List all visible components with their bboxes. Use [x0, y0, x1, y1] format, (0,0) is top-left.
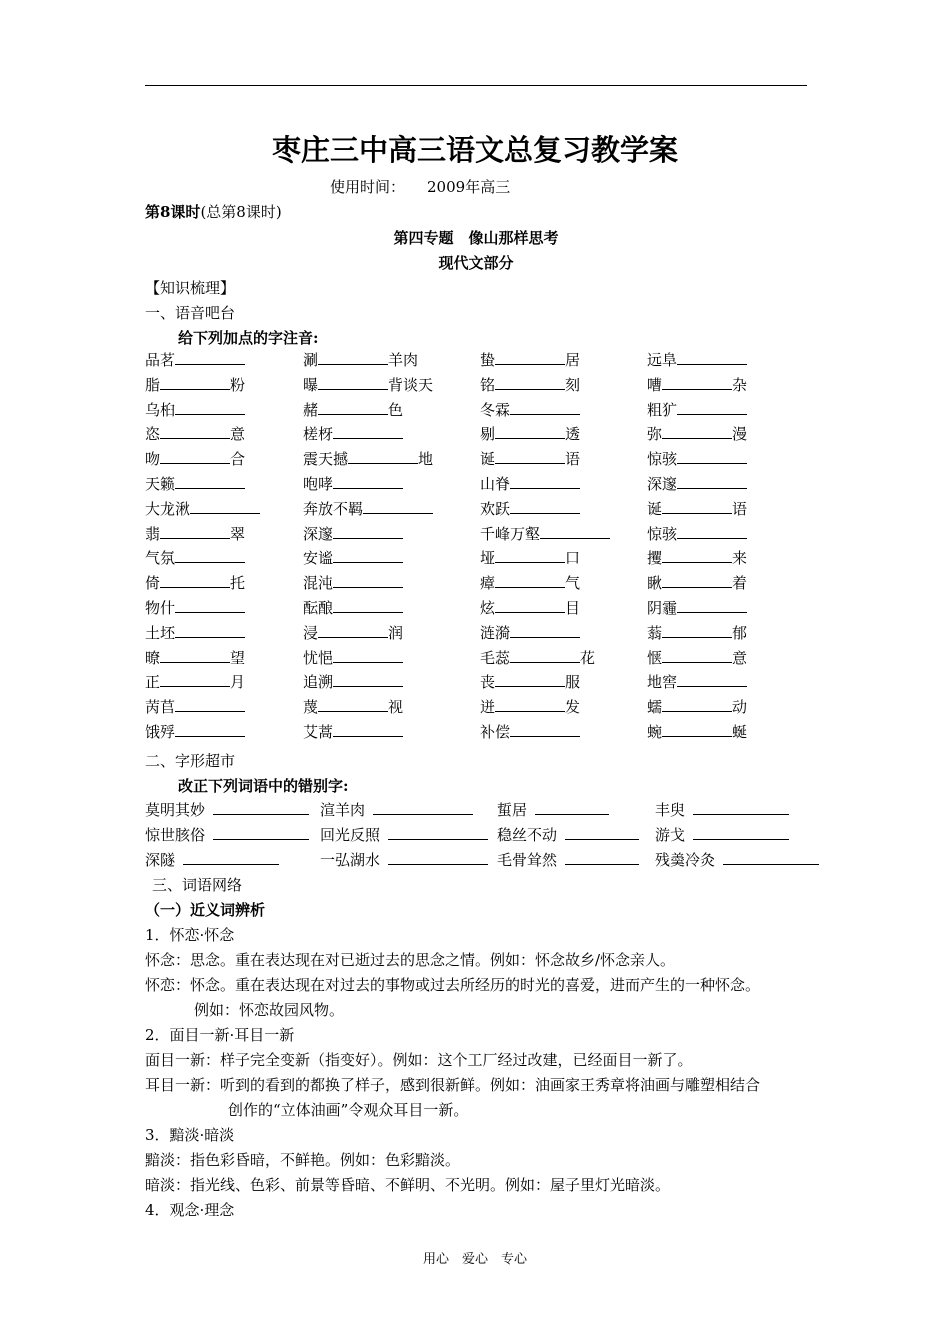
header-rule — [145, 85, 807, 86]
typo-word: 蜇居 — [497, 801, 528, 819]
pinyin-word: 千峰万壑 — [480, 524, 541, 543]
pinyin-item — [145, 498, 260, 520]
answer-blank[interactable] — [662, 423, 732, 439]
pinyin-word-suffix: 视 — [388, 698, 404, 717]
answer-blank[interactable] — [333, 671, 403, 687]
pinyin-word: 土坯 — [145, 623, 176, 642]
pinyin-word: 阴霾 — [647, 599, 678, 617]
answer-blank[interactable] — [510, 498, 580, 514]
pinyin-word-suffix: 着 — [732, 574, 748, 593]
synonym-subheading: （一）近义词辨析 — [145, 901, 266, 919]
pinyin-word: 咆哮 — [303, 475, 334, 493]
pinyin-word-suffix: 服 — [565, 673, 581, 692]
pinyin-item — [303, 597, 403, 619]
pinyin-word: 毛蕊 — [480, 648, 511, 667]
pinyin-word: 炫 — [480, 599, 496, 617]
answer-blank[interactable] — [662, 572, 732, 588]
answer-blank[interactable] — [175, 399, 245, 415]
pinyin-word: 远阜 — [647, 351, 678, 369]
pinyin-item — [647, 473, 747, 495]
answer-blank[interactable] — [183, 849, 279, 865]
pinyin-word-suffix: 居 — [565, 351, 581, 369]
answer-blank[interactable] — [333, 473, 403, 489]
pinyin-word: 安谧 — [303, 549, 334, 568]
answer-blank[interactable] — [175, 349, 245, 365]
answer-blank[interactable] — [318, 399, 388, 415]
typo-item — [320, 824, 488, 846]
pinyin-word-suffix: 意 — [732, 648, 748, 667]
typo-item — [320, 849, 488, 871]
answer-blank[interactable] — [693, 799, 789, 815]
pinyin-word: 嘈 — [647, 375, 663, 394]
pinyin-word-suffix: 地 — [418, 450, 434, 469]
answer-blank[interactable] — [662, 721, 732, 737]
pinyin-item — [480, 399, 580, 421]
answer-blank[interactable] — [662, 374, 732, 390]
pinyin-item — [480, 696, 580, 718]
typo-item — [497, 849, 639, 871]
answer-blank[interactable] — [677, 349, 747, 365]
pinyin-word: 槎枒 — [303, 425, 334, 444]
answer-blank[interactable] — [388, 849, 488, 865]
pinyin-item — [480, 597, 580, 619]
pinyin-item — [303, 647, 403, 669]
answer-blank[interactable] — [160, 671, 230, 687]
pinyin-word: 奔放不羁 — [303, 499, 364, 518]
pinyin-word-suffix: 意 — [230, 425, 246, 444]
pinyin-word: 惊骇 — [647, 450, 678, 469]
pinyin-word: 迸 — [480, 698, 496, 717]
pinyin-word: 气氛 — [145, 549, 176, 568]
pinyin-word-suffix: 来 — [732, 549, 748, 568]
answer-blank[interactable] — [495, 349, 565, 365]
definition-line: 怀念：思念。重在表达现在对已逝过去的思念之情。例如：怀念故乡/怀念亲人。 — [145, 951, 676, 969]
typo-word: 回光反照 — [320, 826, 381, 844]
answer-blank[interactable] — [662, 498, 732, 514]
pinyin-item — [480, 671, 580, 693]
phonetics-instruction: 给下列加点的字注音: — [178, 329, 319, 347]
answer-blank[interactable] — [510, 473, 580, 489]
answer-blank[interactable] — [213, 799, 309, 815]
topic-heading: 第四专题 像山那样思考 — [393, 229, 559, 247]
pinyin-item — [480, 423, 580, 445]
typo-item — [145, 849, 279, 871]
pinyin-word: 曝 — [303, 375, 319, 394]
typo-item — [655, 799, 789, 821]
definition-line: 面目一新：样子完全变新（指变好）。例如：这个工厂经过改建，已经面目一新了。 — [145, 1051, 693, 1069]
lesson-number: 第8课时 — [145, 203, 201, 221]
pinyin-word: 蜿 — [647, 723, 663, 741]
document-title: 枣庄三中高三语文总复习教学案 — [271, 133, 678, 167]
use-time — [330, 176, 510, 197]
knowledge-heading: 【知识梳理】 — [145, 279, 236, 297]
pinyin-word: 酝酿 — [303, 599, 334, 617]
use-time-value: 2009年高三 — [427, 178, 511, 196]
pinyin-word-suffix: 蜒 — [732, 723, 748, 741]
typo-item — [145, 799, 309, 821]
answer-blank[interactable] — [677, 473, 747, 489]
pinyin-word: 艾蒿 — [303, 723, 334, 741]
answer-blank[interactable] — [318, 696, 388, 712]
pinyin-item — [647, 523, 747, 545]
pinyin-item — [303, 572, 403, 594]
typo-item — [497, 799, 609, 821]
pinyin-item — [647, 374, 747, 396]
answer-blank[interactable] — [160, 647, 230, 663]
pinyin-word-suffix: 润 — [388, 623, 404, 642]
pinyin-word: 惬 — [647, 648, 663, 667]
pinyin-word-suffix: 发 — [565, 698, 581, 717]
pinyin-item — [647, 696, 747, 718]
answer-blank[interactable] — [495, 448, 565, 464]
answer-blank[interactable] — [677, 671, 747, 687]
answer-blank[interactable] — [662, 547, 732, 563]
lesson-total: (总第8课时) — [200, 203, 282, 221]
synonym-item-heading: 1．怀恋·怀念 — [145, 926, 235, 944]
pinyin-word-suffix: 托 — [230, 574, 246, 593]
pinyin-item — [480, 498, 580, 520]
section-spelling: 二、字形超市 — [145, 752, 236, 770]
pinyin-word: 粗犷 — [647, 400, 678, 419]
pinyin-item — [303, 622, 403, 644]
pinyin-word-suffix: 色 — [388, 400, 404, 419]
section-vocabulary: 三、词语网络 — [152, 876, 243, 894]
pinyin-word: 山脊 — [480, 475, 511, 493]
pinyin-item — [480, 647, 595, 669]
answer-blank[interactable] — [333, 523, 403, 539]
pinyin-item — [647, 448, 747, 470]
pinyin-word: 欢跃 — [480, 499, 511, 518]
definition-line: 耳目一新：听到的看到的都换了样子，感到很新鲜。例如：油画家王秀章将油画与雕塑相结合 — [145, 1076, 761, 1094]
pinyin-word: 倚 — [145, 574, 161, 593]
answer-blank[interactable] — [160, 448, 230, 464]
pinyin-item — [145, 423, 245, 445]
answer-blank[interactable] — [495, 423, 565, 439]
typo-word: 莫明其妙 — [145, 801, 206, 819]
pinyin-word-suffix: 刻 — [565, 375, 581, 394]
synonym-item-heading: 2．面目一新·耳目一新 — [145, 1026, 295, 1044]
answer-blank[interactable] — [540, 523, 610, 539]
pinyin-item — [303, 498, 433, 520]
pinyin-item — [145, 721, 245, 743]
answer-blank[interactable] — [723, 849, 819, 865]
pinyin-word: 涮 — [303, 351, 319, 369]
pinyin-word: 吻 — [145, 450, 161, 469]
pinyin-word: 翡 — [145, 524, 161, 543]
pinyin-item — [145, 349, 245, 371]
pinyin-item — [647, 671, 747, 693]
pinyin-item — [145, 399, 245, 421]
pinyin-word: 丧 — [480, 673, 496, 692]
use-time-label: 使用时间： — [330, 178, 406, 196]
answer-blank[interactable] — [175, 547, 245, 563]
definition-line: 怀恋：怀念。重在表达现在对过去的事物或过去所经历的时光的喜爱，进而产生的一种怀念。 — [145, 976, 761, 994]
pinyin-word: 追溯 — [303, 673, 334, 692]
pinyin-item — [647, 498, 747, 520]
pinyin-item — [303, 448, 433, 470]
pinyin-word-suffix: 动 — [732, 698, 748, 717]
pinyin-item — [303, 374, 433, 396]
spelling-instruction: 改正下列词语中的错别字: — [178, 777, 349, 795]
pinyin-word-suffix: 漫 — [732, 425, 748, 444]
pinyin-word: 赭 — [303, 400, 319, 419]
answer-blank[interactable] — [175, 696, 245, 712]
pinyin-item — [145, 448, 245, 470]
pinyin-item — [480, 547, 580, 569]
answer-blank[interactable] — [333, 597, 403, 613]
pinyin-item — [303, 696, 403, 718]
pinyin-item — [145, 597, 245, 619]
synonym-item-heading: 4．观念·理念 — [145, 1201, 235, 1219]
pinyin-item — [145, 696, 245, 718]
pinyin-word: 混沌 — [303, 574, 334, 593]
pinyin-word: 深邃 — [303, 524, 334, 543]
pinyin-item — [303, 473, 403, 495]
pinyin-item — [145, 572, 245, 594]
pinyin-word-suffix: 望 — [230, 648, 246, 667]
pinyin-word: 饿殍 — [145, 723, 176, 741]
pinyin-word-suffix: 气 — [565, 574, 581, 593]
pinyin-word-suffix: 羊肉 — [388, 351, 419, 369]
typo-item — [655, 824, 789, 846]
answer-blank[interactable] — [363, 498, 433, 514]
pinyin-item — [145, 523, 245, 545]
pinyin-word: 暸 — [145, 648, 161, 667]
definition-line: 例如：怀恋故园风物。 — [194, 1001, 345, 1019]
typo-item — [320, 799, 473, 821]
pinyin-word-suffix: 翠 — [230, 524, 246, 543]
pinyin-word: 忧悒 — [303, 648, 334, 667]
answer-blank[interactable] — [160, 523, 230, 539]
pinyin-word-suffix: 杂 — [732, 375, 748, 394]
pinyin-item — [145, 547, 245, 569]
pinyin-item — [303, 721, 403, 743]
pinyin-word: 震天撼 — [303, 450, 349, 469]
pinyin-word-suffix: 月 — [230, 673, 246, 692]
pinyin-item — [480, 622, 580, 644]
answer-blank[interactable] — [175, 473, 245, 489]
answer-blank[interactable] — [662, 622, 732, 638]
pinyin-item — [647, 349, 747, 371]
synonym-item-heading: 3．黯淡·暗淡 — [145, 1126, 235, 1144]
pinyin-word: 深邃 — [647, 475, 678, 493]
pinyin-word-suffix: 语 — [732, 499, 748, 518]
pinyin-word: 脂 — [145, 375, 161, 394]
pinyin-word: 补偿 — [480, 723, 511, 741]
typo-word: 毛骨耸然 — [497, 851, 558, 869]
pinyin-word: 诞 — [480, 450, 496, 469]
pinyin-word: 正 — [145, 673, 161, 692]
pinyin-item — [145, 671, 245, 693]
answer-blank[interactable] — [565, 849, 639, 865]
answer-blank[interactable] — [318, 622, 388, 638]
pinyin-item — [480, 721, 580, 743]
pinyin-item — [480, 349, 580, 371]
typo-word: 一弘湖水 — [320, 851, 381, 869]
answer-blank[interactable] — [510, 721, 580, 737]
typo-word: 丰臾 — [655, 801, 686, 819]
answer-blank[interactable] — [677, 597, 747, 613]
pinyin-word: 地窖 — [647, 673, 678, 692]
pinyin-word: 苪苢 — [145, 698, 176, 717]
pinyin-word: 弥 — [647, 425, 663, 444]
answer-blank[interactable] — [160, 572, 230, 588]
answer-blank[interactable] — [495, 547, 565, 563]
pinyin-item — [647, 721, 747, 743]
pinyin-item — [303, 547, 403, 569]
answer-blank[interactable] — [333, 721, 403, 737]
pinyin-item — [480, 523, 610, 545]
answer-blank[interactable] — [693, 824, 789, 840]
typo-word: 稳丝不动 — [497, 826, 558, 844]
typo-word: 游戈 — [655, 826, 686, 844]
pinyin-word-suffix: 粉 — [230, 375, 246, 394]
answer-blank[interactable] — [175, 622, 245, 638]
answer-blank[interactable] — [510, 399, 580, 415]
answer-blank[interactable] — [348, 448, 418, 464]
answer-blank[interactable] — [677, 448, 747, 464]
answer-blank[interactable] — [495, 696, 565, 712]
answer-blank[interactable] — [333, 572, 403, 588]
answer-blank[interactable] — [677, 399, 747, 415]
answer-blank[interactable] — [565, 824, 639, 840]
pinyin-item — [647, 647, 747, 669]
pinyin-word: 物什 — [145, 599, 176, 617]
pinyin-item — [480, 572, 580, 594]
answer-blank[interactable] — [495, 597, 565, 613]
pinyin-word-suffix: 郁 — [732, 623, 748, 642]
pinyin-item — [145, 647, 245, 669]
answer-blank[interactable] — [160, 374, 230, 390]
definition-line: 黯淡：指色彩昏暗，不鲜艳。例如：色彩黯淡。 — [145, 1151, 461, 1169]
pinyin-word: 冬霖 — [480, 400, 511, 419]
pinyin-word: 蓊 — [647, 623, 663, 642]
pinyin-word: 诞 — [647, 499, 663, 518]
answer-blank[interactable] — [160, 423, 230, 439]
typo-item — [655, 849, 819, 871]
answer-blank[interactable] — [535, 799, 609, 815]
pinyin-word: 蠕 — [647, 698, 663, 717]
pinyin-word: 瘴 — [480, 574, 496, 593]
pinyin-word: 攫 — [647, 549, 663, 568]
pinyin-item — [303, 349, 418, 371]
answer-blank[interactable] — [373, 799, 473, 815]
pinyin-word-suffix: 语 — [565, 450, 581, 469]
typo-word: 残羮冷灸 — [655, 851, 716, 869]
pinyin-word: 恣 — [145, 425, 161, 444]
answer-blank[interactable] — [333, 423, 403, 439]
pinyin-item — [480, 374, 580, 396]
answer-blank[interactable] — [333, 547, 403, 563]
pinyin-word: 惊骇 — [647, 524, 678, 543]
pinyin-item — [647, 572, 747, 594]
pinyin-word: 乌桕 — [145, 400, 176, 419]
pinyin-word: 涟漪 — [480, 623, 511, 642]
pinyin-item — [303, 523, 403, 545]
typo-word: 渲羊肉 — [320, 801, 366, 819]
typo-word: 惊世胲俗 — [145, 826, 206, 844]
answer-blank[interactable] — [175, 597, 245, 613]
pinyin-word: 垭 — [480, 549, 496, 568]
answer-blank[interactable] — [213, 824, 309, 840]
answer-blank[interactable] — [677, 523, 747, 539]
answer-blank[interactable] — [662, 696, 732, 712]
typo-item — [497, 824, 639, 846]
pinyin-word: 剔 — [480, 425, 496, 444]
pinyin-item — [303, 671, 403, 693]
definition-line: 暗淡：指光线、色彩、前景等昏暗、不鲜明、不光明。例如：屋子里灯光暗淡。 — [145, 1176, 671, 1194]
pinyin-word-suffix: 口 — [565, 549, 581, 568]
pinyin-word: 浸 — [303, 623, 319, 642]
definition-line: 创作的“立体油画”令观众耳目一新。 — [228, 1101, 469, 1119]
section-phonetics: 一、语音吧台 — [145, 304, 236, 322]
pinyin-word-suffix: 目 — [565, 599, 581, 617]
pinyin-item — [145, 622, 245, 644]
pinyin-item — [647, 597, 747, 619]
pinyin-word: 天籁 — [145, 475, 176, 493]
answer-blank[interactable] — [495, 671, 565, 687]
pinyin-item — [647, 547, 747, 569]
pinyin-word-suffix: 花 — [580, 648, 596, 667]
pinyin-item — [647, 399, 747, 421]
answer-blank[interactable] — [510, 622, 580, 638]
answer-blank[interactable] — [495, 374, 565, 390]
answer-blank[interactable] — [495, 572, 565, 588]
answer-blank[interactable] — [333, 647, 403, 663]
pinyin-word-suffix: 透 — [565, 425, 581, 444]
pinyin-word: 铭 — [480, 375, 496, 394]
pinyin-word: 大龙湫 — [145, 499, 191, 518]
pinyin-item — [145, 374, 245, 396]
answer-blank[interactable] — [318, 349, 388, 365]
pinyin-item — [145, 473, 245, 495]
answer-blank[interactable] — [175, 721, 245, 737]
answer-blank[interactable] — [318, 374, 388, 390]
pinyin-item — [647, 423, 747, 445]
pinyin-word: 蛰 — [480, 351, 496, 369]
pinyin-word: 品茗 — [145, 351, 176, 369]
subtopic-heading: 现代文部分 — [438, 254, 514, 272]
answer-blank[interactable] — [190, 498, 260, 514]
pinyin-word-suffix: 背谈天 — [388, 375, 434, 394]
lesson-info — [145, 201, 282, 222]
typo-word: 深隧 — [145, 851, 176, 869]
pinyin-item — [647, 622, 747, 644]
pinyin-item — [303, 423, 403, 445]
answer-blank[interactable] — [510, 647, 580, 663]
pinyin-word: 瞅 — [647, 574, 663, 593]
pinyin-item — [303, 399, 403, 421]
pinyin-item — [480, 448, 580, 470]
pinyin-word-suffix: 合 — [230, 450, 246, 469]
pinyin-item — [480, 473, 580, 495]
page-footer: 用心 爱心 专心 — [422, 1252, 527, 1267]
answer-blank[interactable] — [388, 824, 488, 840]
typo-item — [145, 824, 309, 846]
pinyin-word: 蔑 — [303, 698, 319, 717]
answer-blank[interactable] — [662, 647, 732, 663]
